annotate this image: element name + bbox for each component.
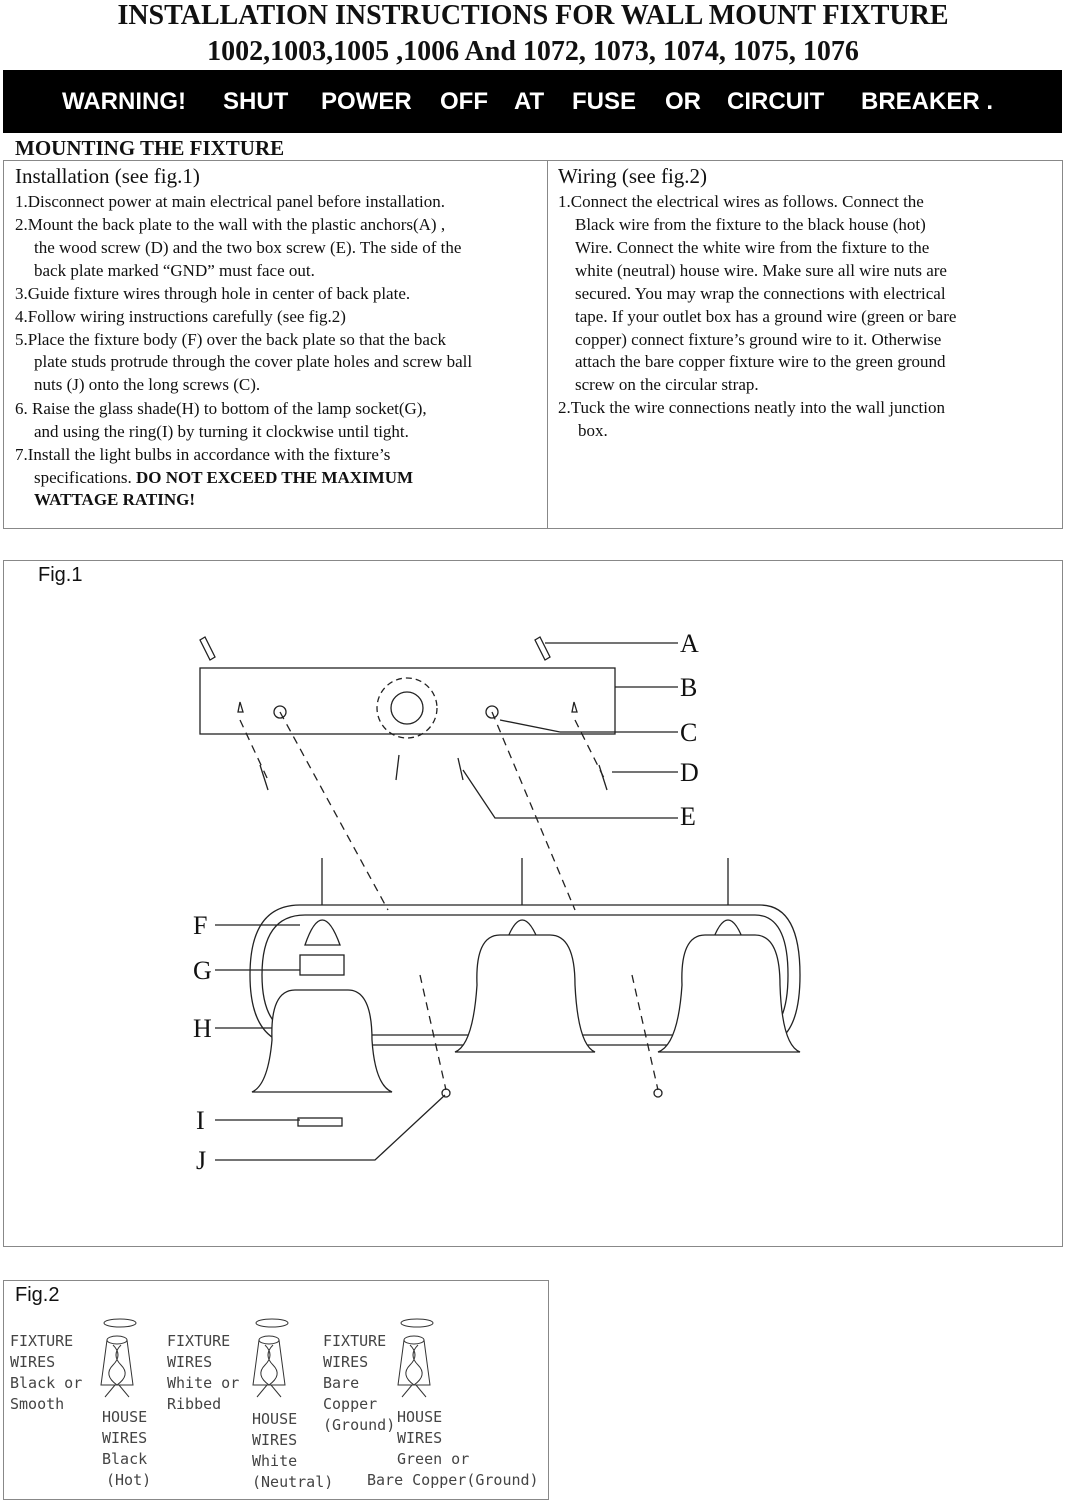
wiring-line: copper) connect fixture’s ground wire to it. Otherwise: [575, 330, 942, 349]
plain-text: specifications.: [34, 468, 136, 487]
back-plate: [200, 668, 615, 738]
text: FIXTURE: [167, 1332, 231, 1350]
fig1-label: Fig.1: [38, 564, 83, 586]
wiring-line: white (neutral) house wire. Make sure all wire nuts are: [575, 261, 947, 280]
document-title: INSTALLATION INSTRUCTIONS FOR WALL MOUNT FIXTURE: [117, 0, 949, 31]
installation-line: and using the ring(I) by turning it clockwise until tight.: [34, 422, 409, 441]
wiring-line: Wire. Connect the white wire from the fixture to the: [575, 238, 930, 257]
warning-word: SHUT: [223, 87, 289, 115]
warning-word: BREAKER .: [861, 87, 994, 115]
wiring-heading: Wiring (see fig.2): [558, 164, 708, 188]
installation-line: 5.Place the fixture body (F) over the back plate so that the back: [15, 330, 446, 349]
house-wires-white: [252, 1409, 333, 1493]
ring: [298, 1118, 342, 1126]
installation-line: 4.Follow wiring instructions carefully (see fig.2): [15, 307, 346, 326]
text: (Ground): [323, 1416, 396, 1434]
warning-word: OFF: [440, 87, 488, 115]
text: Green or: [397, 1450, 470, 1468]
wiring-line: secured. You may wrap the connections with electrical: [575, 284, 946, 303]
wiring-line: 2.Tuck the wire connections neatly into the wall junction: [558, 398, 945, 417]
wattage-warning: WATTAGE RATING!: [34, 490, 196, 509]
text: Black: [102, 1450, 148, 1468]
fixture-wires-black: [10, 1331, 82, 1415]
warning-word: POWER: [321, 87, 412, 115]
wire-nut-icon: [392, 1315, 442, 1405]
text: WIRES: [10, 1353, 56, 1371]
part-label-a: A: [680, 629, 699, 658]
part-label-c: C: [680, 718, 698, 747]
wire-nut-icon: [95, 1315, 145, 1405]
text: HOUSE: [102, 1408, 148, 1426]
text: WIRES: [323, 1353, 369, 1371]
part-label-j: J: [196, 1146, 207, 1175]
text: HOUSE: [252, 1410, 298, 1428]
installation-line: 6. Raise the glass shade(H) to bottom of the lamp socket(G),: [15, 399, 427, 418]
wiring-line: 1.Connect the electrical wires as follows. Connect the: [558, 192, 924, 211]
house-wires-black: [102, 1407, 151, 1491]
text: HOUSE: [397, 1408, 443, 1426]
warning-word: WARNING!: [62, 87, 186, 115]
warning-word: AT: [514, 87, 545, 115]
part-label-d: D: [680, 758, 699, 787]
installation-line: back plate marked “GND” must face out.: [34, 261, 315, 280]
text: (Neutral): [252, 1473, 334, 1491]
text: Ribbed: [167, 1395, 222, 1413]
text: Smooth: [10, 1395, 65, 1413]
text: WIRES: [167, 1353, 213, 1371]
text: White or: [167, 1374, 240, 1392]
installation-line: nuts (J) onto the long screws (C).: [34, 375, 261, 394]
wiring-line: tape. If your outlet box has a ground wire (green or bare: [575, 307, 957, 326]
installation-line: 2.Mount the back plate to the wall with the plastic anchors(A) ,: [15, 215, 446, 234]
part-label-g: G: [193, 956, 212, 985]
fixture-wires-ground: [323, 1331, 395, 1436]
text: FIXTURE: [323, 1332, 387, 1350]
part-label-f: F: [193, 911, 208, 940]
wiring-line: screw on the circular strap.: [575, 375, 759, 394]
text: WIRES: [252, 1431, 298, 1449]
wiring-line: Black wire from the fixture to the black house (hot): [575, 215, 926, 234]
section-title: MOUNTING THE FIXTURE: [15, 136, 285, 160]
screws: [260, 755, 607, 790]
warning-word: OR: [665, 87, 701, 115]
installation-line: the wood screw (D) and the two box screw (E). The side of the: [34, 238, 462, 257]
text: Black or: [10, 1374, 83, 1392]
wattage-warning: DO NOT EXCEED THE MAXIMUM: [135, 468, 414, 487]
text: WIRES: [102, 1429, 148, 1447]
part-label-e: E: [680, 802, 696, 831]
text: White: [252, 1452, 298, 1470]
part-label-i: I: [196, 1106, 205, 1135]
installation-line: 1.Disconnect power at main electrical panel before installation.: [15, 192, 446, 211]
wiring-line: attach the bare copper fixture wire to the green ground: [575, 352, 946, 371]
installation-line: 7.Install the light bulbs in accordance with the fixture’s: [15, 445, 391, 464]
model-numbers: 1002,1003,1005 ,1006 And 1072, 1073, 1074, 1075, 1076: [207, 36, 859, 67]
installation-heading: Installation (see fig.1): [15, 164, 200, 188]
warning-word: CIRCUIT: [727, 87, 825, 115]
fig2-label: Fig.2: [15, 1284, 60, 1306]
text: FIXTURE: [10, 1332, 74, 1350]
house-wires-ground: [367, 1407, 539, 1491]
text: Bare: [323, 1374, 360, 1392]
text: Copper: [323, 1395, 378, 1413]
wiring-line: box.: [578, 421, 608, 440]
text: Bare Copper(Ground): [367, 1471, 539, 1489]
part-label-b: B: [680, 673, 698, 702]
wire-nut-icon: [247, 1315, 297, 1405]
anchors: [200, 637, 550, 660]
text: WIRES: [397, 1429, 443, 1447]
fixture-wires-white: [167, 1331, 239, 1415]
text: (Hot): [106, 1471, 152, 1489]
warning-word: FUSE: [572, 87, 637, 115]
installation-line: plate studs protrude through the cover plate holes and screw ball: [34, 352, 473, 371]
installation-line: 3.Guide fixture wires through hole in center of back plate.: [15, 284, 411, 303]
part-label-h: H: [193, 1014, 212, 1043]
